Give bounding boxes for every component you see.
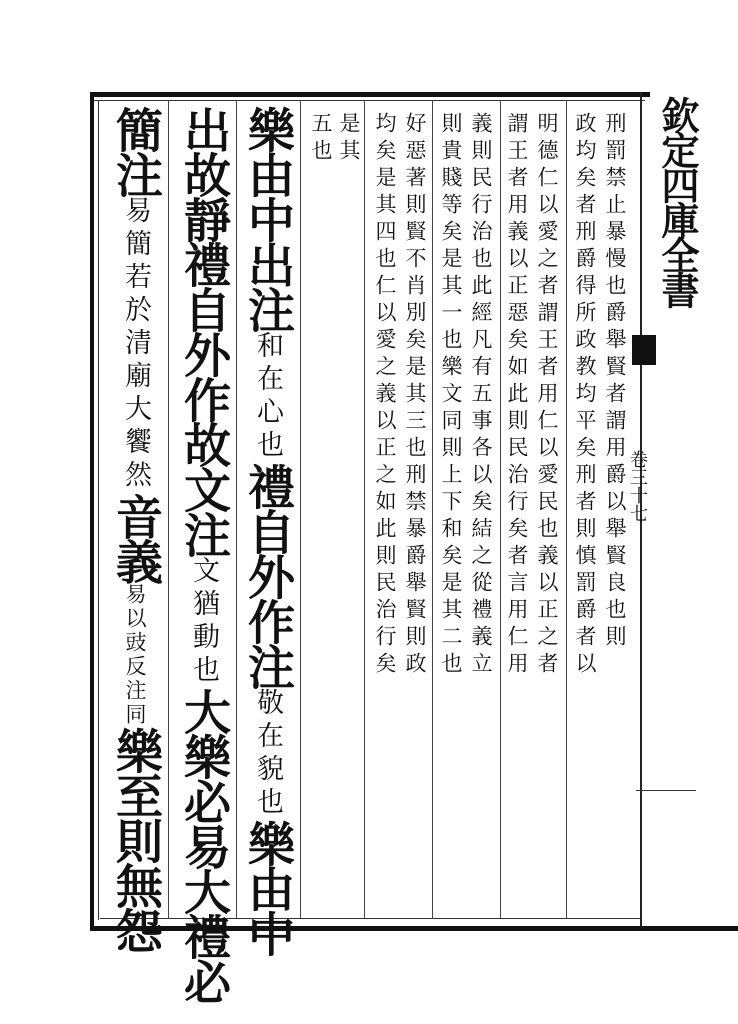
commentary-note: 文猶動也 [188,556,219,688]
commentary-column-2: 政均矣者刑爵得所政教均平矣刑者則慎罰爵者以 [573,112,597,679]
phonetic-note: 反注同 [123,655,147,727]
commentary-column-6: 則貴賤等矣是其一也樂文同則上下和矣是其二也 [439,112,463,679]
column-divider [168,100,169,918]
frame-top-inner-line [90,100,645,101]
commentary-column-9: 是其 [337,112,361,166]
column-divider [432,100,433,918]
volume-label: 卷三十七 [627,450,648,522]
book-title: 欽定四庫全書 [655,96,700,306]
main-text-column-1 [240,106,295,955]
column-divider [300,100,301,918]
frame-left-border [90,92,94,927]
main-text: 音義 [108,493,163,583]
commentary-note: 和在心也 [252,331,283,463]
column-divider [364,100,365,918]
frame-top-border [90,92,650,97]
main-text: 禮自外作注 [240,463,295,688]
commentary-column-4: 謂王者用義以正惡矣如此則民治行矣者言用仁用 [505,112,529,679]
column-divider [500,100,501,918]
main-text: 樂至則無怨 [108,727,163,952]
phonetic-note: 易以豉 [123,583,147,655]
main-text: 簡注 [108,106,163,196]
main-text: 大樂必易大禮必 [176,688,231,1003]
main-text: 樂由中 [240,820,295,955]
commentary-column-8: 均矣是其四也仁以愛之義以正之如此則民治行矣 [373,112,397,679]
commentary-column-5: 義則民行治也此經凡有五事各以矣結之從禮義立 [469,112,493,679]
commentary-note: 易簡若於清廟大饗然 [120,196,151,493]
commentary-note: 敬在貌也 [252,688,283,820]
main-text-column-2 [176,106,231,1003]
commentary-column-1: 刑罰禁止暴慢也爵舉賢者謂用爵以舉賢良也則 [603,112,627,652]
fold-fishtail-mark [632,335,656,365]
column-divider [566,100,567,918]
column-divider [236,100,237,918]
main-text-column-3 [108,106,163,952]
main-text: 出故靜禮自外作故文注 [176,106,231,556]
commentary-column-7: 好惡著則賢不肖別矣是其三也刑禁暴爵舉賢則政 [403,112,427,679]
frame-left-inner-line [98,100,99,920]
commentary-column-10: 五也 [309,112,333,166]
fold-line [636,790,696,791]
main-text: 樂由中出注 [240,106,295,331]
commentary-column-3: 明德仁以愛之者謂王者用仁以愛民也義以正之者 [535,112,559,679]
